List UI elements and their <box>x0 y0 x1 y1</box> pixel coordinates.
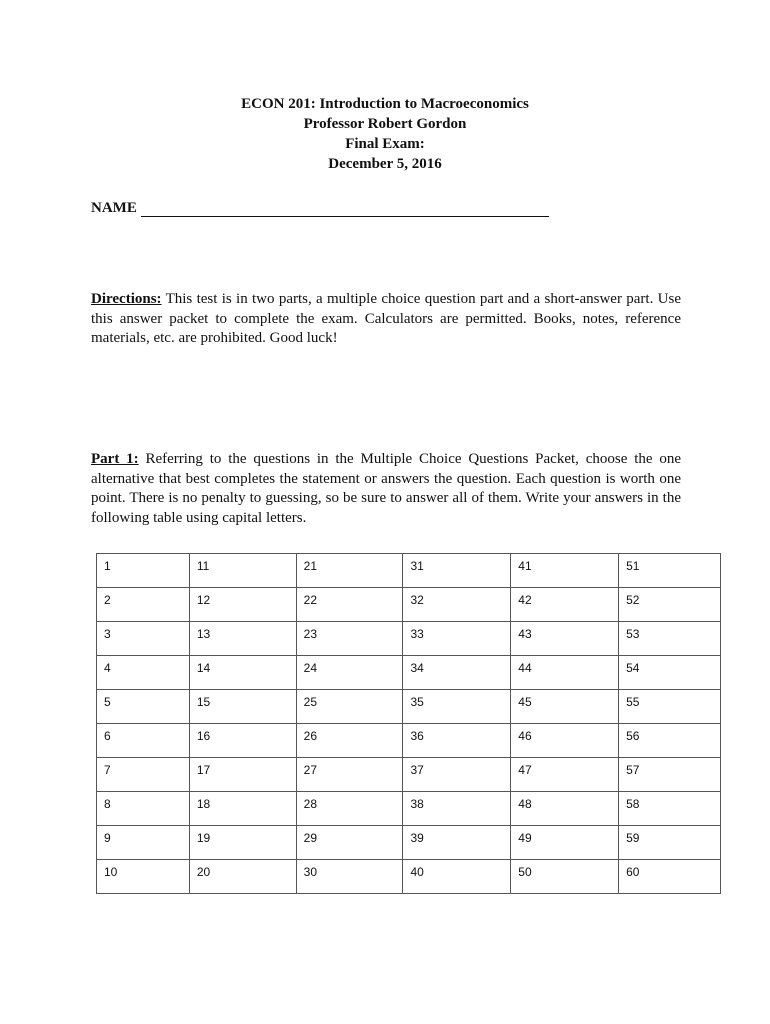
table-row <box>97 792 721 826</box>
table-row <box>97 860 721 894</box>
question-number: 3 <box>104 627 111 641</box>
table-row <box>97 724 721 758</box>
answer-cell[interactable] <box>619 656 721 690</box>
answer-cell[interactable] <box>619 690 721 724</box>
answer-cell[interactable] <box>403 690 511 724</box>
answer-cell[interactable] <box>189 758 296 792</box>
answer-cell[interactable] <box>189 622 296 656</box>
answer-cell[interactable] <box>189 554 296 588</box>
part1-label: Part 1: <box>91 451 139 467</box>
answer-cell[interactable] <box>296 792 403 826</box>
question-number: 26 <box>303 729 318 743</box>
question-number: 19 <box>196 831 211 845</box>
question-number: 1 <box>104 559 111 573</box>
question-number: 7 <box>104 763 111 777</box>
name-field[interactable] <box>141 200 549 217</box>
question-number: 57 <box>626 763 640 777</box>
question-number: 41 <box>518 559 532 573</box>
question-number: 25 <box>303 695 318 709</box>
question-number: 20 <box>196 865 211 879</box>
question-number: 54 <box>626 661 640 675</box>
table-row <box>97 656 721 690</box>
answer-cell[interactable] <box>619 622 721 656</box>
exam-title: Final Exam: <box>345 136 425 152</box>
question-number: 58 <box>626 797 640 811</box>
question-number: 37 <box>410 763 424 777</box>
question-number: 12 <box>196 593 211 607</box>
question-number: 52 <box>626 593 640 607</box>
answer-cell[interactable] <box>296 690 403 724</box>
name-row <box>91 200 549 217</box>
question-number: 6 <box>104 729 111 743</box>
question-number: 45 <box>518 695 532 709</box>
question-number: 59 <box>626 831 640 845</box>
answer-cell[interactable] <box>619 826 721 860</box>
question-number: 23 <box>303 627 318 641</box>
answer-cell[interactable] <box>511 656 619 690</box>
answer-cell[interactable] <box>97 656 190 690</box>
part1-paragraph <box>91 450 681 528</box>
question-number: 51 <box>626 559 640 573</box>
answer-cell[interactable] <box>403 622 511 656</box>
answer-cell[interactable] <box>511 826 619 860</box>
question-number: 13 <box>196 627 211 641</box>
answer-cell[interactable] <box>189 588 296 622</box>
question-number: 49 <box>518 831 532 845</box>
part1-text: Referring to the questions in the Multiple Choice Questions Packet, choose the one alternative that best completes the statement or answers the question. Each question is worth one point. There is no penalty to guessing, so be sure to answer all of them. Write your answers in the following table using capital letters. <box>91 451 681 526</box>
answer-cell[interactable] <box>619 724 721 758</box>
question-number: 16 <box>196 729 211 743</box>
answer-cell[interactable] <box>296 860 403 894</box>
directions-label: Directions: <box>91 291 162 307</box>
question-number: 8 <box>104 797 111 811</box>
question-number: 42 <box>518 593 532 607</box>
question-number: 43 <box>518 627 532 641</box>
course-title: ECON 201: Introduction to Macroeconomics <box>241 96 529 112</box>
question-number: 22 <box>303 593 318 607</box>
answer-cell[interactable] <box>511 588 619 622</box>
answer-cell[interactable] <box>97 724 190 758</box>
question-number: 4 <box>104 661 111 675</box>
question-number: 53 <box>626 627 640 641</box>
question-number: 36 <box>410 729 424 743</box>
answer-cell[interactable] <box>189 690 296 724</box>
answer-cell[interactable] <box>296 622 403 656</box>
table-row <box>97 826 721 860</box>
question-number: 34 <box>410 661 424 675</box>
answer-cell[interactable] <box>296 724 403 758</box>
answer-cell[interactable] <box>403 588 511 622</box>
question-number: 60 <box>626 865 640 879</box>
question-number: 28 <box>303 797 318 811</box>
answer-cell[interactable] <box>511 724 619 758</box>
question-number: 9 <box>104 831 111 845</box>
table-row <box>97 554 721 588</box>
question-number: 44 <box>518 661 532 675</box>
answer-cell[interactable] <box>97 758 190 792</box>
question-number: 18 <box>196 797 211 811</box>
answer-cell[interactable] <box>403 826 511 860</box>
question-number: 11 <box>196 559 210 573</box>
answer-cell[interactable] <box>511 758 619 792</box>
question-number: 35 <box>410 695 424 709</box>
question-number: 21 <box>303 559 318 573</box>
answer-cell[interactable] <box>189 826 296 860</box>
question-number: 47 <box>518 763 532 777</box>
answer-cell[interactable] <box>511 860 619 894</box>
table-row <box>97 622 721 656</box>
question-number: 50 <box>518 865 532 879</box>
answer-cell[interactable] <box>403 758 511 792</box>
answer-cell[interactable] <box>403 656 511 690</box>
question-number: 32 <box>410 593 424 607</box>
answer-cell[interactable] <box>296 656 403 690</box>
name-label: NAME <box>91 200 137 216</box>
question-number: 55 <box>626 695 640 709</box>
answer-cell[interactable] <box>296 554 403 588</box>
answer-cell[interactable] <box>403 724 511 758</box>
exam-header <box>0 94 770 174</box>
table-row <box>97 588 721 622</box>
answer-cell[interactable] <box>97 554 190 588</box>
question-number: 39 <box>410 831 424 845</box>
answer-cell[interactable] <box>511 690 619 724</box>
question-number: 15 <box>196 695 211 709</box>
professor-name: Professor Robert Gordon <box>303 116 467 132</box>
question-number: 29 <box>303 831 318 845</box>
answer-cell[interactable] <box>403 792 511 826</box>
question-number: 38 <box>410 797 424 811</box>
answer-cell[interactable] <box>511 792 619 826</box>
answer-cell[interactable] <box>97 588 190 622</box>
answer-cell[interactable] <box>97 826 190 860</box>
question-number: 27 <box>303 763 318 777</box>
question-number: 14 <box>196 661 211 675</box>
answer-cell[interactable] <box>403 860 511 894</box>
question-number: 17 <box>196 763 211 777</box>
table-row <box>97 690 721 724</box>
question-number: 2 <box>104 593 111 607</box>
question-number: 40 <box>410 865 424 879</box>
answer-cell[interactable] <box>619 554 721 588</box>
answer-cell[interactable] <box>97 690 190 724</box>
question-number: 56 <box>626 729 640 743</box>
directions-paragraph <box>91 290 681 349</box>
answer-cell[interactable] <box>189 860 296 894</box>
answer-cell[interactable] <box>619 860 721 894</box>
answer-cell[interactable] <box>97 860 190 894</box>
answer-cell[interactable] <box>619 588 721 622</box>
answer-cell[interactable] <box>97 792 190 826</box>
question-number: 33 <box>410 627 424 641</box>
answer-cell[interactable] <box>189 724 296 758</box>
answer-cell[interactable] <box>619 792 721 826</box>
answer-cell[interactable] <box>296 826 403 860</box>
directions-text: This test is in two parts, a multiple choice question part and a short-answer part. Use this answer packet to complete the exam. Calculators are permitted. Books, notes, reference materials, etc. are prohibited. Good luck! <box>91 291 681 346</box>
question-number: 31 <box>410 559 424 573</box>
answer-table <box>96 553 721 894</box>
answer-cell[interactable] <box>296 758 403 792</box>
table-row <box>97 758 721 792</box>
answer-cell[interactable] <box>511 554 619 588</box>
question-number: 30 <box>303 865 318 879</box>
answer-cell[interactable] <box>403 554 511 588</box>
question-number: 48 <box>518 797 532 811</box>
answer-cell[interactable] <box>511 622 619 656</box>
answer-cell[interactable] <box>189 792 296 826</box>
answer-cell[interactable] <box>296 588 403 622</box>
answer-cell[interactable] <box>619 758 721 792</box>
question-number: 24 <box>303 661 318 675</box>
question-number: 5 <box>104 695 111 709</box>
question-number: 10 <box>104 865 118 879</box>
answer-cell[interactable] <box>97 622 190 656</box>
question-number: 46 <box>518 729 532 743</box>
answer-cell[interactable] <box>189 656 296 690</box>
exam-date: December 5, 2016 <box>328 156 442 172</box>
